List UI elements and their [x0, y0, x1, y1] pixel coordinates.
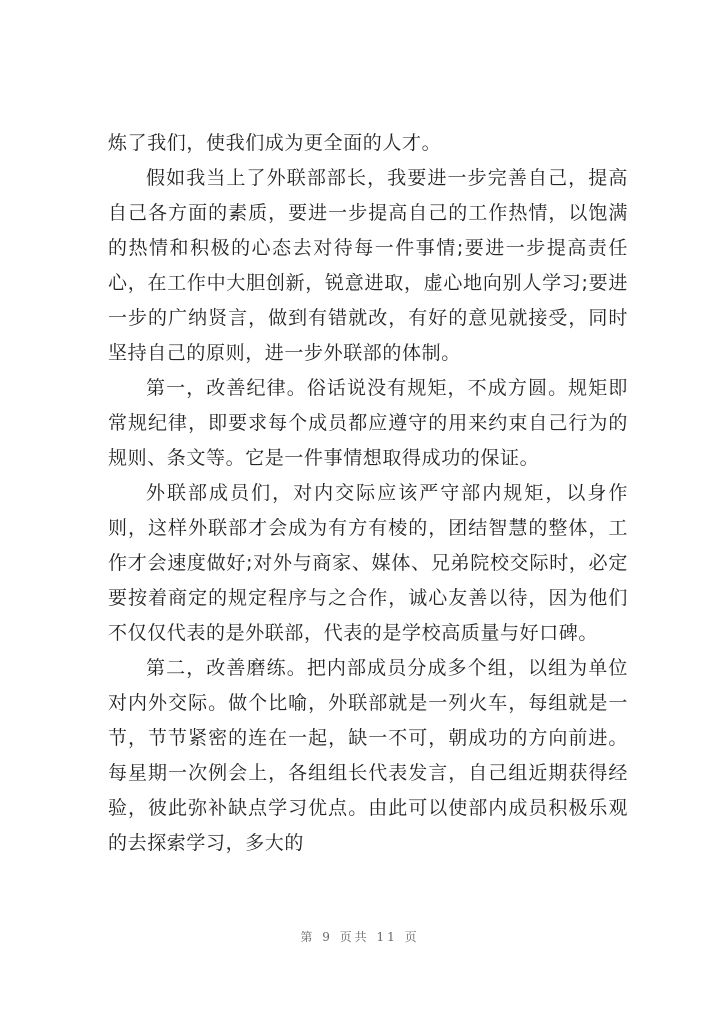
paragraph-discipline: 第一，改善纪律。俗话说没有规矩，不成方圆。规矩即常规纪律，即要求每个成员都应遵守的用来约束自己行为的规则、条文等。它是一件事情想取得成功的保证。 [108, 377, 628, 469]
paragraph-members-conduct: 外联部成员们，对内交际应该严守部内规矩，以身作则，这样外联部才会成为有方有棱的，团结智慧的整体，工作才会速度做好;对外与商家、媒体、兄弟院校交际时，必定要按着商定的规定程序与之合作，诚心友善以待，因为他们不仅仅代表的是外联部，代表的是学校高质量与好口碑。 [108, 482, 628, 644]
paragraph-become-minister: 假如我当上了外联部部长，我要进一步完善自己，提高自己各方面的素质，要进一步提高自己的工作热情，以饱满的热情和积极的心态去对待每一件事情;要进一步提高责任心，在工作中大胆创新，锐意进取，虚心地向别人学习;要进一步的广纳贤言，做到有错就改，有好的意见就接受，同时坚持自己的原则，进一步外联部的体制。 [108, 167, 628, 364]
paragraph-training: 第二，改善磨练。把内部成员分成多个组，以组为单位对内外交际。做个比喻，外联部就是一列火车，每组就是一节，节节紧密的连在一起，缺一不可，朝成功的方向前进。每星期一次例会上，各组组长代表发言，自己组近期获得经验，彼此弥补缺点学习优点。由此可以使部内成员积极乐观的去探索学习，多大的 [108, 657, 628, 854]
paragraph-continuation: 炼了我们，使我们成为更全面的人才。 [108, 132, 442, 154]
page-number-footer: 第 9 页共 11 页 [300, 930, 420, 944]
document-body [108, 126, 628, 861]
